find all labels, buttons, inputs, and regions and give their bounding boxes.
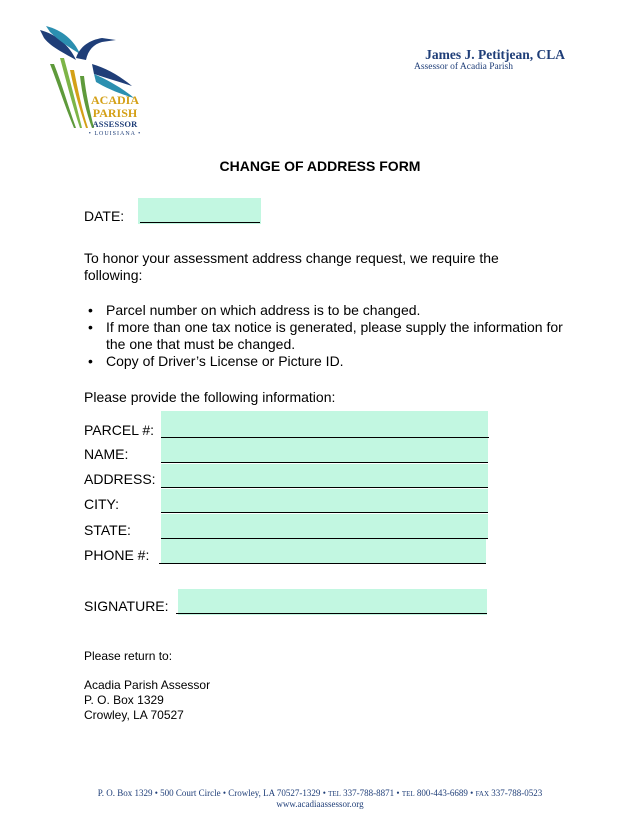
- city-underline: [161, 512, 488, 513]
- return-line-2: P. O. Box 1329: [84, 693, 164, 707]
- logo-assessor: ASSESSOR: [92, 119, 138, 129]
- footer-city: Crowley, LA 70527-1329: [228, 788, 321, 798]
- footer-website[interactable]: www.acadiaassessor.org: [276, 799, 364, 809]
- date-field[interactable]: [138, 198, 261, 224]
- logo-parish: PARISH: [92, 106, 138, 120]
- requirement-item: • Copy of Driver’s License or Picture ID.: [84, 353, 574, 370]
- parcel-field[interactable]: [161, 411, 488, 439]
- footer-tel2: 800-443-6689: [416, 788, 468, 798]
- requirement-item: • If more than one tax notice is generated, please supply the information for the one that must be changed.: [84, 319, 574, 353]
- footer-sep: •: [222, 788, 227, 798]
- footer-sep: •: [154, 788, 158, 798]
- parcel-underline: [161, 437, 489, 438]
- phone-field[interactable]: [161, 539, 486, 563]
- city-label: CITY:: [84, 496, 120, 512]
- return-line-1: Acadia Parish Assessor: [84, 678, 211, 692]
- parcel-label: PARCEL #:: [84, 422, 155, 438]
- footer-box: P. O. Box 1329: [97, 788, 153, 798]
- return-label: Please return to:: [84, 649, 173, 663]
- assessor-title: Assessor of Acadia Parish: [414, 62, 513, 72]
- signature-field[interactable]: [178, 589, 487, 615]
- requirement-item: • Parcel number on which address is to be changed.: [84, 302, 574, 319]
- footer-street: 500 Court Circle: [160, 788, 221, 798]
- phone-underline: [159, 563, 486, 564]
- intro-paragraph: To honor your assessment address change request, we require the following:: [84, 250, 499, 283]
- signature-underline: [176, 613, 487, 614]
- signature-label: SIGNATURE:: [84, 598, 169, 614]
- phone-label: PHONE #:: [84, 547, 150, 563]
- footer-sep: •: [322, 788, 326, 798]
- form-title: CHANGE OF ADDRESS FORM: [219, 158, 421, 174]
- state-label: STATE:: [84, 522, 131, 538]
- city-field[interactable]: [161, 489, 488, 513]
- footer-tel2-label: TEL: [401, 790, 415, 798]
- footer-contact: [0, 788, 640, 798]
- name-underline: [161, 462, 488, 463]
- footer-tel: 337-788-8871: [343, 788, 395, 798]
- name-label: NAME:: [84, 446, 129, 462]
- state-field[interactable]: [161, 514, 488, 538]
- footer-fax-label: FAX: [475, 790, 490, 798]
- footer-sep: •: [470, 788, 474, 798]
- name-field[interactable]: [161, 439, 488, 463]
- assessor-name: James J. Petitjean, CLA: [425, 47, 565, 62]
- provide-label: Please provide the following information:: [84, 389, 336, 405]
- footer-tel-label: TEL: [328, 790, 341, 798]
- address-label: ADDRESS:: [84, 471, 156, 487]
- requirements-list: [84, 302, 574, 370]
- date-underline: [140, 222, 260, 223]
- logo-louisiana: • LOUISIANA •: [88, 131, 142, 137]
- footer-fax: 337-788-0523: [491, 788, 543, 798]
- date-label: DATE:: [84, 208, 125, 224]
- logo-acadia: ACADIA: [91, 93, 139, 107]
- return-line-3: Crowley, LA 70527: [84, 708, 184, 722]
- address-field[interactable]: [161, 464, 488, 488]
- address-underline: [161, 487, 488, 488]
- footer-sep: •: [396, 788, 400, 798]
